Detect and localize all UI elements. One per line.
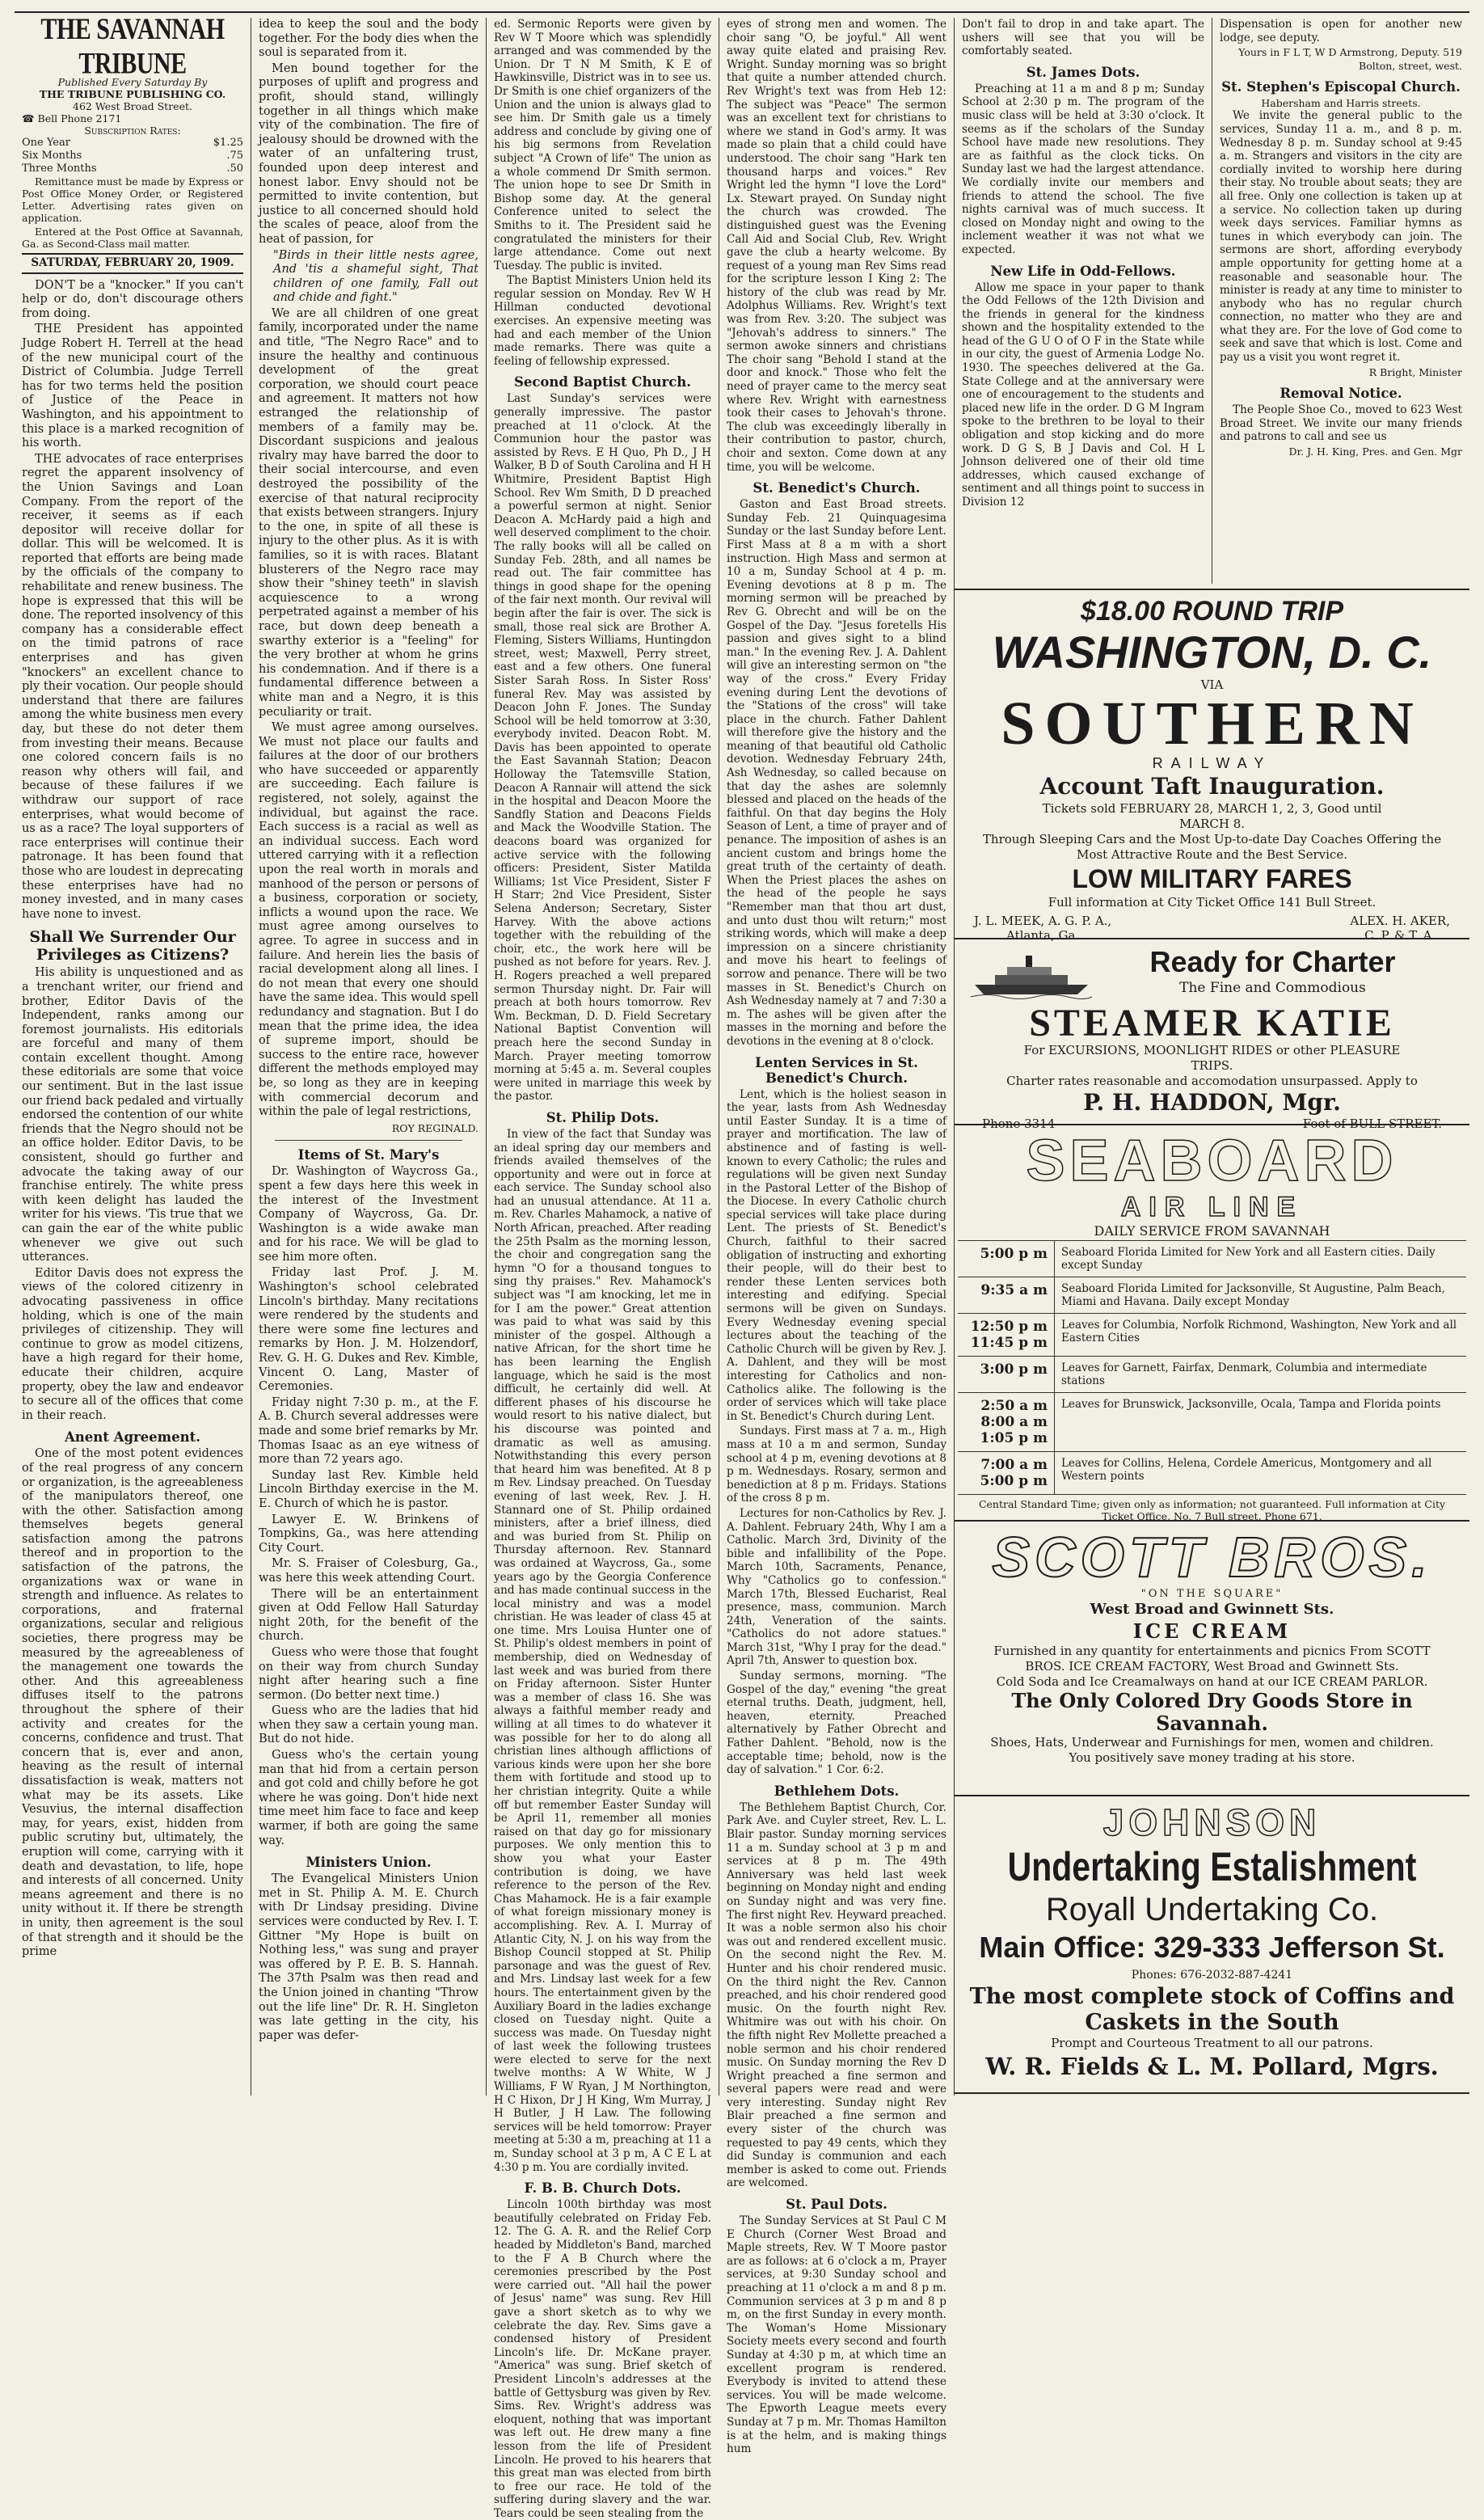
schedule-desc: Leaves for Columbia, Norfolk Richmond, Washington, New York and all Eastern Cities (1055, 1313, 1466, 1356)
headline-st-stephens: St. Stephen's Episcopal Church. (1221, 79, 1461, 95)
rate-row (22, 150, 243, 163)
news-paragraph: Last Sunday's services were generally impressive. The pastor preached at 11 o'clock. At the Communion hour the pastor was assisted by Revs. E H Quo, Ph D., J H Walker, B D of South Carolina and H H Whitmire, President Baptist High School. Rev Wm Smith, D D preached a powerful sermon at night. Senior Deacon A. McHardy paid a high and well deserved compliment to the choir. The rally books will all be called on Sunday Feb. 28th, and all names be read out. The fair committee has things in good shape for the opening of the fair next month. Our revival will begin after the fair is over. The sick is small, those real sick are Brother A. Fleming, Sisters Williams, Huntingdon street, west; Maxwell, Perry street, east and a few others. One funeral Sister Sarah Ross. In Sister Ross' funeral Rev. May was assisted by Deacon John F. Jones. The Sunday School will be held tomorrow at 3:30, everybody invited. Deacon Robt. M. Davis has been appointed to operate the East Savannah Station; Deacon Holloway the Tatemsville Station, Deacon A Rannair will attend the sick in the hospital and Deacon Moore the Sandfly Station and Deacons Fields and Mack the Woodville Station. The deacons board was organized for active service with the following officers: President, Sister Matilda Williams; 1st Vice President, Sister F H Starr; 2nd Vice President, Sister Selena Anderson; Secretary, Sister Harvey. With the above actions together with the rebuilding of the choir, etc., the work here will be pushed as not before for years. Rev. J. H. Rogers preached a well prepared sermon Thursday night. Dr. Fair will preach at both hours tomorrow. Rev Wm. Beckman, D. D. Field Secretary National Baptist Convention will preach here the second Sunday in March. Prayer meeting tomorrow morning at 5:45 a. m. Several couples were united in marriage this week by the pastor. (494, 392, 711, 1104)
rates-list (22, 137, 243, 175)
issue-date: SATURDAY, FEBRUARY 20, 1909. (22, 253, 243, 274)
entered-note: Entered at the Post Office at Savannah, Ga. as Second-Class mail matter. (22, 226, 243, 250)
ad-steamer-location: Foot of BULL STREET. (1302, 1116, 1442, 1131)
ad-steamer-katie (955, 938, 1469, 1131)
news-paragraph: Sundays. First mass at 7 a. m., High mass at 10 a m and sermon, Sunday school at 4 p m, evening devotions at 8 p m. Wednesdays. Rosary, sermon and benediction at 8 p m. Fridays. Stations of the cross 8 p m. (727, 1425, 946, 1505)
divider (275, 1140, 462, 1141)
editorial-paragraph: We are all children of one great family, incorporated under the name and title, "The Negro Race" and to insure the healthy and continuous development of the great corporation, we should court peace and agreement. It matters not how estranged the relationship of members of a family may be. Discordant suspicions and jealous rivalry may have barred the door to their social intercourse, and even destroyed the possibility of the exercise of that natural reciprocity that exists between strangers. Injury to the one, in spite of all these is injury to the other plus. As it is with families, so it is with races. Blatant blusterers of the Negro race may show their "shiney teeth" in slavish acquiescence to a wrong perpetrated against a member of his race, but down deep beneath a swarthy exterior is a "feeling" for the very brother at whom he grins his condemnation. And if there is a fundamental difference between a white man and a Negro, it is this peculiarity or trait. (259, 306, 479, 719)
editorial-paragraph: We must agree among ourselves. We must not place our faults and failures at the door of our brothers who have succeeded or apparently are succeeding. Each failure is registered, not solely, against the individual, but against the race. Each success is a racial as well as an individual success. Each word uttered carrying with it a reflection upon the real worth in morals and manhood of the person or persons of a business, corporation or society, inflicts a wound upon the race. We must agree among ourselves to agree. To agree in success and in failure. And herein lies the basis of racial development along all lines. I do not mean that every one should have the same idea. This would spell redundancy and stagnation. But I do mean that the prime idea, the idea of supreme import, should be success to the entire race, however different the methods employed may be, so long as they are in keeping with commercial decorum and within the pale of legal restrictions, (259, 721, 479, 1119)
ad-scott-goods: Shoes, Hats, Underwear and Furnishings for men, women and children. You positively save money trading at his store. (990, 1735, 1434, 1765)
headline-anent-agreement: Anent Agreement. (64, 1429, 200, 1446)
column-2 (251, 18, 486, 2097)
news-paragraph: The Baptist Ministers Union held its regular session on Monday. Rev W H Hillman conducted devotional exercises. An expensive meeting was had and each member of the Union made remarks. There was quite a feeling of fellowship expressed. (494, 274, 711, 368)
editorial-paragraph: One of the most potent evidences of the real progress of any concern or organization, is the agreeableness of the manipulators thereof, one with the other. Satisfaction among themselves begets general satisfaction among the patrons thereof and in proportion to the satisfaction of the patrons, the organizations wax or wane in strength and influence. As relates to corporations, and fraternal organizations, secular and religious societies, there progress may be measured by the agreeableness of the management one towards the other. And this agreeableness diffuses itself to the patrons throughout the sphere of their activity and creates for the concerns, confidence and trust. That concern that is, ever and anon, heaving as the result of internal dissatisfaction is weak, matters not what may be its assets. Like Vesuvius, the internal disaffection may, for years, exist, hidden from public scrutiny but, ultimately, the eruption will come, carrying with it death and devastation, to life, hope and interests of all concerned. Unity means agreement and there is no unity without it. If there be strength in unity, then agreement is the soul of that strength and it should be the prime (22, 1447, 243, 1959)
schedule-time: 12:50 p m 11:45 p m (958, 1313, 1055, 1356)
schedule-time: 2:50 a m 8:00 a m 1:05 p m (958, 1392, 1055, 1451)
ad-steamer-contact (958, 1116, 1466, 1131)
editorial-paragraph: THE advocates of race enterprises regret the apparent insolvency of the Union Savings and Loan Company. From the report of the receiver, it seems as if each depositor will receive dollar for dollar. This will be welcomed. It is reported that efforts are being made by the officials of the company to rehabilitate and renew business. The hope is expressed that this will be done. The reported insolvency of this company has a considerable effect on the timid patrons of race enterprises and has given "knockers" an excellent chance to ply their vocation. Our people should understand that there are failures among the white business men every day, but these do not deter them from investing their means. Because one colored concern fails is no reason why others will fail, and because of these failures if we withdraw our support of race enterprises, what would become of us as a race? The loyal supporters of race enterprises will continue their patronage. It has been found that those who are loudest in deprecating these enterprises have had no money invested, and in many cases have none to invest. (22, 452, 243, 921)
ad-scott-desc: Furnished in any quantity for entertainments and picnics From SCOTT BROS. ICE CREAM FACTORY, West Broad and Gwinnett Sts. (993, 1644, 1431, 1674)
news-paragraph: The People Shoe Co., moved to 623 West Broad Street. We invite our many friends and patrons to call and see us (1220, 403, 1462, 444)
ad-seaboard-sub: AIR LINE (1120, 1192, 1304, 1222)
rate-term: Three Months (22, 163, 97, 175)
phone-icon: ☎ (22, 112, 38, 125)
ad-johnson-name: JOHNSON (1102, 1801, 1322, 1843)
headline-removal-notice: Removal Notice. (1280, 386, 1402, 402)
ad-charter-headline: Ready for Charter (1149, 945, 1396, 978)
agent-city: Atlanta, Ga. (1006, 928, 1080, 943)
headline-st-benedicts: St. Benedict's Church. (753, 480, 921, 496)
rate-row (22, 137, 243, 150)
editorial-paragraph: THE President has appointed Judge Robert H. Terrell at the head of the new municipal court of the District of Columbia. Judge Terrell has for two terms held the position of Justice of the Peace in Washington, and his appointment to this place is a marked recognition of his worth. (22, 323, 243, 450)
schedule-time: 7:00 a m 5:00 p m (958, 1451, 1055, 1494)
masthead-title: THE SAVANNAH TRIBUNE (40, 12, 225, 81)
seaboard-schedule (958, 1240, 1466, 1494)
news-paragraph: The Bethlehem Baptist Church, Cor. Park Ave. and Cuyler street, Rev. L. L. Blair pastor. Sunday morning services 11 a m. Sunday school at 3 p m and services at 8 p m. The 49th Anniversary was held last week beginning on Monday night and ending on Sunday night and was very fine. The first night Rev. Heyward preached. It was a noble sermon also his choir was out and rendered excellent music. On the second night the Rev. M. Hunter and his choir rendered music. On the third night the Rev. Cannon preached, and his choir rendered good music. On the fourth night Rev. Whitmire was out with his choir. On the fifth night Rev Mollette preached a noble sermon and his choir rendered music. On Sunday morning the Rev D Wright preached a fine sermon and several papers were read and were very interesting. Sunday night Rev Blair preached a fine sermon and every sister of the church was requested to pay 49 cents, which they did Sunday is communion and each member is asked to come out. Friends are welcomed. (727, 1800, 946, 2190)
news-paragraph: Sunday sermons, morning. "The Gospel of the day," evening "the great eternal truths. Death, judgment, hell, heaven, eternity. Preached alternatively by Father Obrecht and Father Dahlent. "Behold, now is the acceptable time; behold, now is the day of salvation." 1 Cor. 6:2. (727, 1669, 946, 1777)
masthead-publisher: THE TRIBUNE PUBLISHING CO. (39, 88, 226, 100)
news-paragraph: Allow me space in your paper to thank the Odd Fellows of the 12th Division and the friends in general for the kindness shown and the hospitality extended to the head of the G U O of O F in the State while in our city, the guest of Armenia Lodge No. 1930. The speeches delivered at the Ga. State College and at the anniversary were one of encouragement to the students and placed new life in the order. D G M Ingram spoke to the brethren to be loyal to their obligation and stop kicking and do more work. D G S, B J Davis and Col. H L Johnson delivered one of their old time addresses, which caused exchange of sentiment and all things point to success in Division 12 (962, 281, 1204, 509)
agent-title: C. P. & T. A. (1364, 928, 1436, 943)
news-paragraph: Friday last Prof. J. M. Washington's school celebrated Lincoln's birthday. Many recitations were rendered by the students and there were some fine lectures and remarks by Hon. J. M. Holzendorf, Rev. G. H. G. Dukes and Rev. Kimble, Vincent O. Lang, Master of Ceremonies. (259, 1266, 479, 1394)
ad-scott-product: ICE CREAM (1132, 1619, 1292, 1643)
remittance-note: Remittance must be made by Express or Post Office Money Order, or Registered Letter. Advertising rates given on application. (22, 175, 243, 224)
news-paragraph: There will be an entertainment given at Odd Fellow Hall Saturday night 20th, for the benefit of the church. (259, 1587, 479, 1644)
ad-steamer-name: STEAMER KATIE (1029, 1002, 1395, 1045)
news-paragraph: Lent, which is the holiest season in the year, lasts from Ash Wednesday until Easter Sunday. It is a time of prayer and mortification. The law of abstinence and of fasting is well-known to every Catholic; the rules and regulations will be given next Sunday in the Pastoral Letter of the Bishop of the Diocese. In every Catholic church special services will take place during Lent. The priests of St. Benedict's Church, faithful to their sacred obligation of instructing and exhorting their people, will do their best to render these Lenten services both interesting and edifying. Special sermons will be given on Sundays. Every Wednesday evening special lectures about the teaching of the Catholic Church will be given by Rev. J. A. Dahlent, and they will be most interesting for Catholics and non-Catholics alike. The following is the order of services which will take place in St. Benedict's Church during Lent. (727, 1087, 946, 1423)
rates-heading: Subscription Rates: (84, 125, 181, 137)
ad-steamer-manager: P. H. HADDON, Mgr. (1083, 1089, 1341, 1116)
headline-ministers-union: Ministers Union. (306, 1855, 432, 1871)
rate-price: $1.25 (213, 137, 243, 149)
ads-block (955, 589, 1469, 2100)
news-paragraph: ed. Sermonic Reports were given by Rev W T Moore which was splendidly arranged and was commended by the Union. Dr T N M Smith, K E of Hawkinsville, District was in to see us. Dr Smith is one chief organizers of the Union and the union is always glad to see him. Dr Smith gale us a timely address and conclude by giving one of his big sermons from Revelation subject "A Crown of life" The union as a whole commend Dr Smith sermon. The union hope to see Dr Smith in Bishop some day. At the general Conference united to select the Smiths to it. The President said he congratulated the ministers for their large attendance. Come out next Tuesday. The public is invited. (494, 18, 711, 272)
ad-seaboard-footer: Central Standard Time; given only as information; not guaranteed. Full information at City Ticket Office, No. 7 Bull street. Phone 671. (958, 1494, 1466, 1526)
ad-johnson-office: Main Office: 329-333 Jefferson St. (979, 1931, 1445, 1964)
headline-lenten-services: Lenten Services in St. Benedict's Church. (755, 1054, 918, 1086)
news-paragraph: Don't fail to drop in and take apart. The ushers will see that you will be comfortably seated. (962, 18, 1204, 58)
minister-signature: R Bright, Minister (1368, 365, 1462, 378)
news-paragraph: In view of the fact that Sunday was an ideal spring day our members and friends availed themselves of the opportunity and were out in force at each service. The Sunday school also had an unusual attendance. At 11 a. m. Rev. Charles Mahamock, a native of North African, preached. After reading the 25th Psalm as the morning lesson, the choir and congregation sang the hymn "O for a thousand tongues to sing thy praises." Rev. Mahamock's subject was "I am knocking, let me in for I am the power." Great attention was paid to what was said by this minister of the gospel. Although a native African, for the short time he has been learning the English language, which he said is the most difficult, he certainly did well. At different phases of his discourse he would resort to his native dialect, but his discourse was pointed and dramatic as well as amusing. Notwithstanding this every person that heard him was benefited. At 8 p m Rev. Lindsay preached. On Tuesday evening of last week, Rev. J. H. Stannard one of St. Philip ordained ministers, after a brief illness, died and was buried from St. Philip on Thursday afternoon. Rev. Stannard was ordained at Waycross, Ga., some years ago by the Georgia Conference and has made continual success in the local ministry and was a model christian. He was leader of class 45 at one time. Mrs Louisa Hunter one of St. Philip's oldest members in point of membership, died on Wednesday of last week and was buried from there on Friday afternoon. Sister Hunter was a member of class 16. She was always a faithful member ready and willing at all times to do whatever it was possible for her to do along all christian lines although afflictions of various kinds were upon her she bore them with fortitude and stood up to her christian integrity. Quite a while off but remember Easter Sunday will be April 11, remember all monies raised on that day go for missionary purposes. We only mention this to show you what your Easter contribution is doing, we have reference to the person of the Rev. Chas Mahamock. He is a fair example of what foreign missionary money is accomplishing. Rev. A. I. Murray of Atlantic City, N. J. on his way from the Bishop Council stopped at St. Philip parsonage and was the guest of Rev. and Mrs. Lindsay last week for a few hours. The entertainment given by the Auxiliary Board in the ladies exchange closed on Tuesday night. Quite a success was made. On Tuesday night of last week the following trustees were elected to serve for the next twelve months: A W White, W J Williams, F W Ryan, J M Northington, H C Hixon, Dr J H King, Wm Murray, J H Butler, J H Law. The following services will be held tomorrow: Prayer meeting at 5:30 a m, preaching at 11 a m, Sunday school at 3 p m, A C E L at 4:30 p m. You are cordially invited. (494, 1127, 711, 2174)
newspaper-page (15, 11, 1469, 2520)
ad-seaboard-service: DAILY SERVICE FROM SAVANNAH (1094, 1223, 1330, 1239)
ad-fares: LOW MILITARY FARES (1072, 864, 1352, 893)
news-paragraph: We invite the general public to the services, Sunday 11 a. m., and 8 p. m. Wednesday 8 p. m. Sunday school at 9:45 a. m. Strangers and visitors in the city are cordially invited to worship here during their stay. No trouble about seats; they are all free. Only one collection is taken up at a service. No collection taken up during week days services. Familiar hymns as tunes in which everybody can join. The sermons are short, affording everybody ample opportunity for getting home at a reasonable and seasonable hour. The minister is ready at any time to minister to anybody who has no regular church connection, no matter who they are and what they are. For the love of God come to seek and save that which is lost. Come and pay us a visit you wont regret it. (1220, 109, 1462, 365)
news-paragraph: Sunday last Rev. Kimble held Lincoln Birthday exercise in the M. E. Church of which he is pastor. (259, 1468, 479, 1510)
rate-price: .75 (226, 150, 243, 162)
masthead-address: 462 West Broad Street. (73, 100, 192, 112)
ad-johnson-treatment: Prompt and Courteous Treatment to all our patrons. (1051, 2036, 1373, 2050)
rate-row (22, 163, 243, 175)
ad-johnson-title: Undertaking Estalishment (1007, 1844, 1417, 1889)
ad-event: Account Taft Inauguration. (1039, 773, 1385, 800)
column-1 (15, 12, 251, 2097)
headline-items-st-marys: Items of St. Mary's (297, 1147, 440, 1163)
rate-term: One Year (22, 137, 70, 149)
ad-johnson-stock: The most complete stock of Coffins and Caskets in the South (969, 1984, 1455, 2035)
schedule-desc: Leaves for Garnett, Fairfax, Denmark, Columbia and intermediate stations (1055, 1356, 1466, 1392)
editorial-paragraph: DON'T be a "knocker." If you can't help or do, don't discourage others from doing. (22, 278, 243, 320)
schedule-time: 3:00 p m (958, 1356, 1055, 1392)
ad-johnson-company: Royall Undertaking Co. (1045, 1892, 1379, 1927)
ad-info: Full information at City Ticket Office 141 Bull Street. (1048, 895, 1376, 910)
schedule-time: 9:35 a m (958, 1277, 1055, 1313)
news-paragraph: Friday night 7:30 p. m., at the F. A. B. Church several addresses were made and some brief remarks by Mr. Thomas Isaac as an eye witness of more than 72 years ago. (259, 1395, 479, 1467)
author-signature: ROY REGINALD. (391, 1121, 479, 1134)
masthead-phone (22, 112, 243, 125)
ad-johnson-phones: Phones: 676-2032-887-4241 (1131, 1969, 1293, 1982)
news-paragraph: Lincoln 100th birthday was most beautifully celebrated on Friday Feb. 12. The G. A. R. and the Relief Corp headed by Middleton's Band, marched to the F A B Church where the ceremonies prescribed by the Post were carried out. "All hail the power of Jesus' name" was sung. Rev Hill gave a short sketch as to why we celebrate the day. Rev. Sims gave a condensed history of President Lincoln's life. Dr. McKane prayer. "America" was sung. Brief sketch of President Lincoln's addresses at the battle of Gettysburg was given by Rev. Sims. Rev. Wright's address was eloquent, nothing that was important was left out. He drew many a fine lesson from the life of President Lincoln. He proved to his hearers that this great man was elected from birth to free our race. He told of the suffering during slavery and the war. Tears could be seen stealing from the (494, 2198, 711, 2520)
steamboat-illustration (971, 951, 1092, 999)
ad-tickets: Tickets sold FEBRUARY 28, MARCH 1, 2, 3, Good until MARCH 8. (1042, 801, 1382, 831)
deputy-signature: Yours in F L T, W D Armstrong, Deputy. 519 Bolton, street, west. (1238, 46, 1462, 72)
ad-scott-bros (955, 1520, 1469, 1795)
agent-name: ALEX. H. AKER, (1350, 914, 1450, 928)
news-paragraph: The Sunday Services at St Paul C M E Church (Corner West Broad and Maple streets, Rev. W T Moore pastor are as follows: at 6 o'clock a m, Prayer services, at 9:30 Sunday school and preaching at 11 o'clock a m and 8 p m. Communion services at 3 p m and 8 p m, on the first Sunday in every month. The Woman's Home Missionary Society meets every second and fourth Sunday at 4:30 p m, at which time an excellent program is rendered. Everybody is invited to attend these services. You will be made welcome. The Epworth League meets every Sunday at 7 p m. Mr. Thomas Hamilton is at the helm, and is making things hum (727, 2214, 946, 2456)
schedule-desc: Seaboard Florida Limited for Jacksonville, St Augustine, Palm Beach, Miami and Havana. Daily except Monday (1055, 1277, 1466, 1313)
news-paragraph: eyes of strong men and women. The choir sang "O, be joyful." All went away quite elated and praising Rev. Wright. Sunday morning was so bright that quite a number attended church. Rev Wright's text was from Heb 12: The subject was "Peace" The sermon was an excellent text for christians to where we stand in God's army. It was made so plain that a child could have understood. The choir sang "Hark ten thousand harps and voices." Rev Wright led the hymn "I love the Lord" Lx. Stewart prayed. On Sunday night the church was crowded. The distinguished guest was the Evening Call Aid and Social Club, Rev. Wright gave the club a hearty welcome. By request of a young man Rev Sims read for the scripture lesson I King 2: The history of the club was read by Mr. Adolphus Williams. Rev. Wright's text was from Rev. 3:20. The subject was "Jehovah's address to sinners." The sermon awoke sinners and christians The choir sang "Behold I stand at the door and knock." Those who felt the need of prayer came to the mercy seat where Rev. Wright with earnestness took their cases to Jehovah's throne. The club was exceedingly liberally in their contribution to pastor, church, choir and sexton. Come down at any time, you will be welcome. (727, 18, 946, 474)
schedule-desc: Leaves for Brunswick, Jacksonville, Ocala, Tampa and Florida points (1055, 1392, 1466, 1451)
agent-name: J. L. MEEK, A. G. P. A., (974, 914, 1112, 928)
editorial-paragraph: idea to keep the soul and the body together. For the body dies when the soul is separated from it. (259, 18, 479, 60)
schedule-desc: Leaves for Collins, Helena, Cordele Americus, Montgomery and all Western points (1055, 1451, 1466, 1494)
ad-johnson-managers: W. R. Fields & L. M. Pollard, Mgrs. (985, 2053, 1439, 2080)
schedule-desc: Seaboard Florida Limited for New York and all Eastern cities. Daily except Sunday (1061, 1246, 1436, 1272)
ad-steamer-for: For EXCURSIONS, MOONLIGHT RIDES or other PLEASURE TRIPS. (1023, 1043, 1401, 1073)
news-paragraph: Dr. Washington of Waycross Ga., spent a few days here this week in the interest of the Investment Company of Waycross, Ga. Dr. Washington is a wide awake man and for his race. We will be glad to see him more often. (259, 1165, 479, 1264)
editorial-paragraph: Men bound together for the purposes of uplift and progress and profit, should stand, willingly together in all things which make vity of the combination. The fire of jealousy should be drowned with the water of an unfaltering trust, founded upon deep interest and honest labor. Envy should not be permitted to invite contention, but justice to all concerned should hold the scales of peace, aloof from the heat of passion, for (259, 61, 479, 246)
ad-charter-sub: The Fine and Commodious (1179, 980, 1366, 996)
headline-second-baptist: Second Baptist Church. (513, 374, 692, 390)
ad-via: VIA (1200, 677, 1224, 692)
ad-round-trip: $18.00 ROUND TRIP (1081, 596, 1343, 627)
column-5 (955, 18, 1212, 584)
ad-scott-tag: "ON THE SQUARE" (1140, 1588, 1284, 1600)
news-paragraph: The Evangelical Ministers Union met in St. Philip A. M. E. Church with Dr Lindsay presiding. Divine services were conducted by Rev. I. T. Gittner "My Hope is built on Nothing less," was sung and prayer was offered by P. E. B. S. Hannah. The 37th Psalm was then read and the Union joined in chanting "Throw out the life line" Dr. R. H. Singleton was late getting in the city, his paper was defer- (259, 1872, 479, 2042)
headline-st-paul-dots: St. Paul Dots. (786, 2197, 887, 2213)
ad-johnson-undertaking (955, 1795, 1469, 2094)
editorial-paragraph: His ability is unquestioned and as a trenchant writer, our friend and brother, Editor Davis of the Independent, ranks among our foremost journalists. His editorials are forceful and many of them contain excellent thought. Among these editorials are some that voice our sentiment. But in the last issue our friend back pedaled and virtually endorsed the contention of our white friends that the Negro should not be an office holder. Editor Davis, to be consistent, should go further and advocate the taking away of our franchise entirely. The white press with keen delight has lauded the writer for his views. 'Tis true that we can gain the ear of the white public whenever we give out such utterances. (22, 966, 243, 1264)
ad-steamer-phone: Phone 3314 (982, 1116, 1056, 1131)
ad-steamer-rates: Charter rates reasonable and accomodation unsurpassed. Apply to (1006, 1074, 1418, 1088)
masthead-published: Published Every Saturday By (57, 76, 208, 88)
news-paragraph: Guess who's the certain young man that hid from a certain person and got cold and chilly before he got where he was going. Don't hide next time meet him face to face and keep warmer, if both are going the same way. (259, 1749, 479, 1847)
president-signature: Dr. J. H. King, Pres. and Gen. Mgr (1288, 445, 1462, 458)
news-paragraph: Gaston and East Broad streets. Sunday Feb. 21 Quinquagesima Sunday or the last Sunday before Lent. First Mass at 8 a m with a short instruction. High Mass and sermon at 10 a m, Sunday School at 4 p. m. Evening devotions at 8 p m. The morning sermon will be preached by Rev G. Obrecht and will be on the Gospel of the Day. "Jesus foretells His passion and gives sight to a blind man." In the evening Rev. J. A. Dahlent will give an interesting sermon on "the way of the cross." Every Friday evening during Lent the devotions of the "Stations of the cross" will take place in the church. Father Dahlent will therefore give the history and the meaning of that beautiful old Catholic devotion. Wednesday February 24th, Ash Wednesday, so called because on that day the ashes are solemnly blessed and placed on the heads of the faithful. On that day begins the Holy Season of Lent, a time of prayer and of penance. The imposition of ashes is an ancient custom and brings home the great truth of the certainty of death. When the Priest places the ashes on the head of the people he says "Remember man that thou art dust, and unto dust thou wilt return;" most striking words, which will make a deep impression on a sincere christianity and move his heart to feelings of sorrow and penance. There will be two masses in St. Benedict's Church on Ash Wednesday namely at 7 and 7:30 a m. The ashes will be given after the masses in the morning and before the devotions in the evening at 8 o'clock. (727, 498, 946, 1048)
rate-term: Six Months (22, 150, 82, 162)
ad-southern-railway (955, 589, 1469, 943)
column-4 (719, 18, 954, 2456)
news-paragraph: Guess who were those that fought on their way from church Sunday night after hearing such a fine sermon. (Do better next time.) (259, 1645, 479, 1702)
editorial-paragraph: Editor Davis does not express the views of the colored citizenry in advocating passiveness in office holding, which is one of the main privileges of citizenship. They will continue to grow as model citizens, have a high regard for their home, educate their children, acquire property, obey the law and endeavor to secure all of the offices that come in their reach. (22, 1266, 243, 1422)
ad-coaches: Through Sleeping Cars and the Most Up-to-date Day Coaches Offering the Most Attractive Route and the Best Service. (982, 832, 1442, 862)
ad-seaboard (955, 1124, 1469, 1520)
headline-odd-fellows: New Life in Odd-Fellows. (990, 263, 1176, 279)
headline-st-james-dots: St. James Dots. (1026, 64, 1140, 80)
schedule-time: 5:00 p m (958, 1241, 1055, 1277)
ad-railway-sub: RAILWAY (1152, 755, 1272, 771)
ad-seaboard-name: SEABOARD (1026, 1129, 1398, 1193)
column-3 (487, 18, 719, 2520)
headline-bethlehem-dots: Bethlehem Dots. (774, 1783, 900, 1799)
ad-scott-soda: Cold Soda and Ice Creamalways on hand at our ICE CREAM PARLOR. (996, 1674, 1428, 1689)
news-paragraph: Lectures for non-Catholics by Rev. J. A. Dahlent. February 24th, Why I am a Catholic. March 3rd, Divinity of the bible and infallibility of the Pope. March 10th, Sacraments, Penance, Why "Catholics go to confession." March 17th, Blessed Eucharist, Real presence, mass, communion. March 24th, Veneration of the saints. "Catholics do not adore statues." March 31st, "Why I pray for the dead." April 7th, Answer to question box. (727, 1506, 946, 1668)
news-paragraph: Dispensation is open for another new lodge, see deputy. (1220, 18, 1462, 44)
verse: "Birds in their little nests agree, And 'tis a shameful sight, That children of one family, Fall out and chide and fight." (273, 248, 479, 305)
church-address: Habersham and Harris streets. (1261, 97, 1421, 110)
news-paragraph: Lawyer E. W. Brinkens of Tompkins, Ga., was here attending City Court. (259, 1513, 479, 1555)
ad-railway-name: SOUTHERN (1001, 690, 1423, 758)
ad-scott-address: West Broad and Gwinnett Sts. (1090, 1601, 1334, 1618)
headline-fbb-church-dots: F. B. B. Church Dots. (524, 2180, 681, 2197)
ad-scott-only: The Only Colored Dry Goods Store in Savannah. (1011, 1689, 1413, 1735)
ad-destination: WASHINGTON, D. C. (992, 627, 1432, 677)
news-paragraph: Guess who are the ladies that hid when they saw a certain young man. But do not hide. (259, 1704, 479, 1746)
column-6 (1212, 18, 1469, 584)
news-paragraph: Mr. S. Fraiser of Colesburg, Ga., was here this week attending Court. (259, 1557, 479, 1585)
ad-scott-name: SCOTT BROS. (992, 1526, 1432, 1589)
headline-surrender-privileges: Shall We Surrender Our Privileges as Citizens? (29, 928, 236, 965)
rate-price: .50 (226, 163, 243, 175)
headline-st-philip-dots: St. Philip Dots. (546, 1109, 660, 1125)
news-paragraph: Preaching at 11 a m and 8 p m; Sunday School at 2:30 p m. The program of the music class will be held at 3:30 o'clock. It seems as if the scholars of the Sunday School have made new resolutions. They are as faithful as the clock ticks. On Sunday last we had the largest attendance. We cordially invite our members and friends to attend the school. The five nights carnival was of much success. It closed on Monday night and owing to the inclement weather it was not what we expected. (962, 82, 1204, 256)
masthead-phone-text: Bell Phone 2171 (37, 112, 122, 125)
